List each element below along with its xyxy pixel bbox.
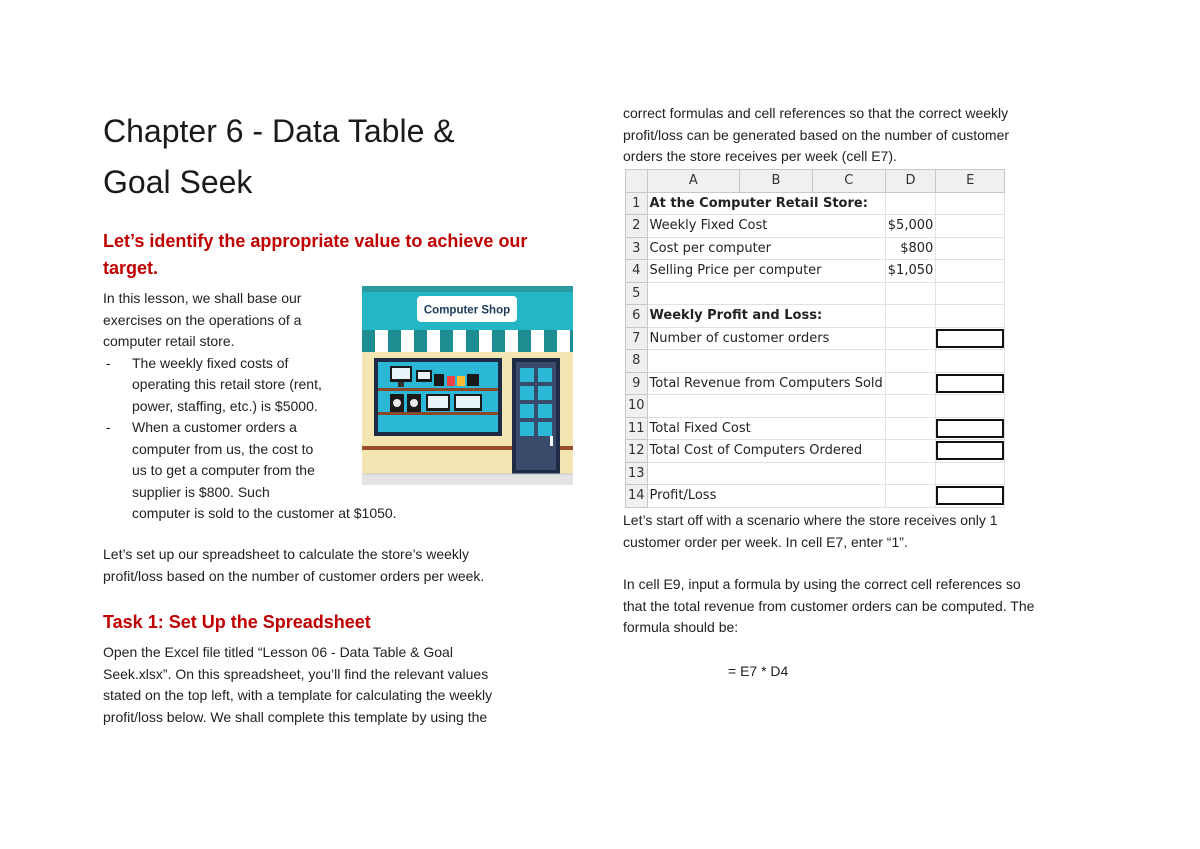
sidewalk xyxy=(362,474,573,485)
cell-label xyxy=(647,282,885,305)
cell-value xyxy=(885,395,936,418)
text-line: formula should be: xyxy=(623,619,739,635)
cell-label xyxy=(647,462,885,485)
cell-label: Selling Price per computer xyxy=(647,260,885,283)
sheet-row xyxy=(626,260,1005,283)
text-line: Let’s start off with a scenario where the store receives only 1 xyxy=(623,512,998,528)
text-line: computer from us, the cost to xyxy=(132,440,314,457)
text-line: that the total revenue from customer orders can be computed. The xyxy=(623,597,1035,614)
text-line: customer order per week. In cell E7, enter “1”. xyxy=(623,533,908,550)
text-line: supplier is $800. Such xyxy=(132,483,270,500)
text-line: computer is sold to the customer at $1050. xyxy=(132,505,397,521)
cell-value xyxy=(885,327,936,350)
row-header: 8 xyxy=(626,350,648,373)
column-header-e: E xyxy=(936,170,1005,193)
text-line: operating this retail store (rent, xyxy=(132,376,322,392)
page-title xyxy=(103,106,583,208)
cell-e xyxy=(936,215,1005,238)
title-line: Goal Seek xyxy=(103,164,253,200)
spreadsheet-screenshot xyxy=(625,169,1005,508)
cell-value xyxy=(885,282,936,305)
column-header-b: B xyxy=(740,170,813,193)
input-cell-highlight xyxy=(936,329,1004,348)
row-header: 6 xyxy=(626,305,648,328)
cell-value xyxy=(885,417,936,440)
text-line: In cell E9, input a formula by using the correct cell references so xyxy=(623,576,1021,592)
cell-e xyxy=(936,327,1005,350)
setup-paragraph xyxy=(103,544,593,587)
cell-label: Weekly Profit and Loss: xyxy=(647,305,885,328)
row-header: 13 xyxy=(626,462,648,485)
text-line: Seek.xlsx”. On this spreadsheet, you’ll find the relevant values xyxy=(103,665,489,682)
text-line: The weekly fixed costs of xyxy=(132,354,289,371)
formula-text: = E7 * D4 xyxy=(728,663,789,679)
sheet-row xyxy=(626,440,1005,463)
bullet-dash: - xyxy=(106,354,111,371)
sheet-row xyxy=(626,395,1005,418)
cell-e xyxy=(936,305,1005,328)
sheet-row xyxy=(626,462,1005,485)
top-paragraph xyxy=(623,103,1093,168)
cell-e xyxy=(936,440,1005,463)
text-line: exercises on the operations of a xyxy=(103,311,302,328)
cell-e xyxy=(936,417,1005,440)
cell-e xyxy=(936,372,1005,395)
row-header: 2 xyxy=(626,215,648,238)
column-header-c: C xyxy=(812,170,885,193)
cell-label xyxy=(647,350,885,373)
cell-label: Number of customer orders xyxy=(647,327,885,350)
scenario-paragraph xyxy=(623,510,1093,553)
text-line: profit/loss based on the number of customer orders per week. xyxy=(103,567,485,584)
text-line: In this lesson, we shall base our xyxy=(103,290,302,306)
cell-value xyxy=(885,350,936,373)
sheet-row xyxy=(626,305,1005,328)
cell-label: At the Computer Retail Store: xyxy=(647,192,885,215)
text-line: When a customer orders a xyxy=(132,419,297,435)
task-heading: Task 1: Set Up the Spreadsheet xyxy=(103,612,371,632)
column-header-a: A xyxy=(647,170,739,193)
text-line: profit/loss can be generated based on the number of customer xyxy=(623,126,1010,143)
row-header: 5 xyxy=(626,282,648,305)
column-header-d: D xyxy=(885,170,936,193)
cell-value xyxy=(885,305,936,328)
cell-e xyxy=(936,237,1005,260)
cell-value xyxy=(885,440,936,463)
sheet-row xyxy=(626,350,1005,373)
e9-paragraph xyxy=(623,574,1093,639)
cell-value xyxy=(885,372,936,395)
row-header: 1 xyxy=(626,192,648,215)
text-line: stated on the top left, with a template for calculating the weekly xyxy=(103,687,493,703)
cell-e xyxy=(936,260,1005,283)
cell-e xyxy=(936,350,1005,373)
text-line: profit/loss below. We shall complete this template by using the xyxy=(103,708,488,725)
input-cell-highlight xyxy=(936,441,1004,460)
row-header: 11 xyxy=(626,417,648,440)
heading-line: Let’s identify the appropriate value to achieve our xyxy=(103,231,528,251)
input-cell-highlight xyxy=(936,374,1004,393)
cell-value: $800 xyxy=(885,237,936,260)
cell-label: Total Fixed Cost xyxy=(647,417,885,440)
cell-value: $1,050 xyxy=(885,260,936,283)
text-line: power, staffing, etc.) is $5000. xyxy=(132,397,318,414)
row-header: 14 xyxy=(626,485,648,508)
cell-value: $5,000 xyxy=(885,215,936,238)
heading-line: target. xyxy=(103,258,159,278)
row-header: 3 xyxy=(626,237,648,260)
input-cell-highlight xyxy=(936,419,1004,438)
cell-value xyxy=(885,192,936,215)
text-line: us to get a computer from the xyxy=(132,462,315,478)
task-paragraph xyxy=(103,642,593,728)
cell-e xyxy=(936,282,1005,305)
cell-value xyxy=(885,462,936,485)
cell-label: Profit/Loss xyxy=(647,485,885,508)
shop-sign-text: Computer Shop xyxy=(423,304,511,317)
sheet-row xyxy=(626,417,1005,440)
computer-shop-illustration xyxy=(362,286,573,485)
sheet-row xyxy=(626,282,1005,305)
row-header: 12 xyxy=(626,440,648,463)
row-header: 10 xyxy=(626,395,648,418)
cell-e xyxy=(936,192,1005,215)
cell-e xyxy=(936,462,1005,485)
column-header-row xyxy=(626,170,1005,193)
row-header: 9 xyxy=(626,372,648,395)
cell-e xyxy=(936,395,1005,418)
sheet-row xyxy=(626,327,1005,350)
speaker-icon xyxy=(390,394,482,412)
cell-label: Total Revenue from Computers Sold xyxy=(647,372,885,395)
roof-strip xyxy=(362,286,573,292)
row-header: 4 xyxy=(626,260,648,283)
sheet-corner xyxy=(626,170,648,193)
text-line: correct formulas and cell references so that the correct weekly xyxy=(623,105,1009,121)
sheet-row xyxy=(626,215,1005,238)
cell-label: Total Cost of Computers Ordered xyxy=(647,440,885,463)
input-cell-highlight xyxy=(936,486,1004,505)
sheet-row xyxy=(626,192,1005,215)
text-line: Open the Excel file titled “Lesson 06 - Data Table & Goal xyxy=(103,644,453,660)
row-header: 7 xyxy=(626,327,648,350)
title-line: Chapter 6 - Data Table & xyxy=(103,113,455,149)
sheet-row xyxy=(626,372,1005,395)
cell-label xyxy=(647,395,885,418)
sheet-row xyxy=(626,237,1005,260)
text-line: orders the store receives per week (cell E7). xyxy=(623,148,897,164)
section-heading xyxy=(103,228,593,282)
cell-label: Weekly Fixed Cost xyxy=(647,215,885,238)
cell-label: Cost per computer xyxy=(647,237,885,260)
bullet-dash: - xyxy=(106,419,111,435)
text-line: computer retail store. xyxy=(103,333,235,349)
cell-e xyxy=(936,485,1005,508)
sheet-row xyxy=(626,485,1005,508)
cell-value xyxy=(885,485,936,508)
text-line: Let’s set up our spreadsheet to calculate the store’s weekly xyxy=(103,546,470,562)
